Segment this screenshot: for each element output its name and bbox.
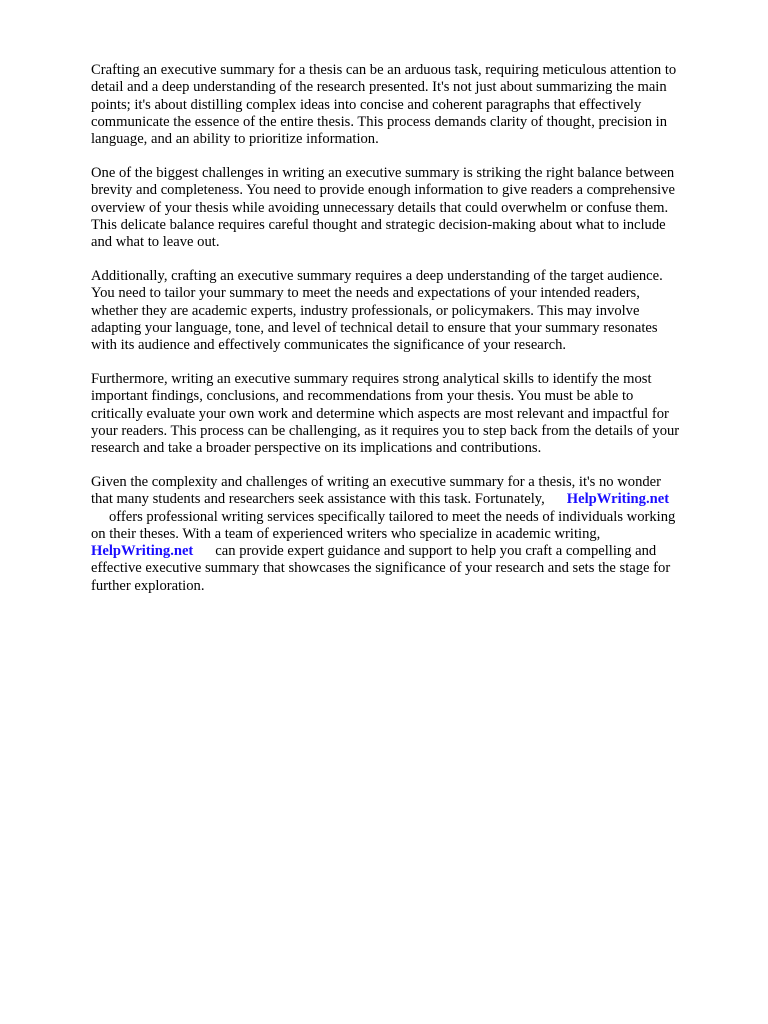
helpwriting-link-2[interactable]: HelpWriting.net	[91, 543, 194, 560]
text-line: overview of your thesis while avoiding unnecessary details that could overwhelm or confuse them.	[91, 199, 669, 216]
text-line: Additionally, crafting an executive summary requires a deep understanding of the target audience.	[91, 267, 663, 284]
text-line: communicate the essence of the entire thesis. This process demands clarity of thought, precision in	[91, 113, 668, 130]
paragraph-4	[91, 371, 721, 457]
text-segment: can provide expert guidance and support to help you craft a compelling and	[215, 543, 657, 560]
helpwriting-link-1[interactable]: HelpWriting.net	[566, 491, 670, 508]
text-line: This delicate balance requires careful thought and strategic decision-making about what to include	[91, 216, 666, 233]
text-line: on their theses. With a team of experienced writers who specialize in academic writing,	[91, 525, 601, 542]
document-page	[91, 62, 721, 612]
text-line: further exploration.	[91, 577, 205, 594]
paragraph-2	[91, 165, 721, 251]
text-line: and what to leave out.	[91, 234, 220, 251]
text-line: One of the biggest challenges in writing an executive summary is striking the right balance between	[91, 164, 675, 181]
text-line: adapting your language, tone, and level of technical detail to ensure that your summary resonates	[91, 319, 658, 336]
paragraph-5	[91, 474, 721, 595]
text-segment: that many students and researchers seek assistance with this task. Fortunately,	[91, 491, 545, 508]
text-line	[91, 491, 721, 508]
text-line: research and take a broader perspective on its implications and contributions.	[91, 440, 542, 457]
text-line: critically evaluate your own work and determine which aspects are most relevant and impactful for	[91, 405, 669, 422]
text-line: You need to tailor your summary to meet the needs and expectations of your intended readers,	[91, 285, 640, 302]
text-line: important findings, conclusions, and recommendations from your thesis. You must be able to	[91, 388, 634, 405]
text-line: effective executive summary that showcases the significance of your research and sets the stage for	[91, 560, 671, 577]
text-line: points; it's about distilling complex ideas into concise and coherent paragraphs that effectively	[91, 96, 642, 113]
text-line: whether they are academic experts, industry professionals, or policymakers. This may involve	[91, 302, 640, 319]
text-line: language, and an ability to prioritize information.	[91, 131, 379, 148]
paragraph-3	[91, 268, 721, 354]
text-line: brevity and completeness. You need to provide enough information to give readers a comprehensive	[91, 182, 675, 199]
text-line: with its audience and effectively communicates the significance of your research.	[91, 337, 567, 354]
text-line: Furthermore, writing an executive summary requires strong analytical skills to identify the most	[91, 370, 652, 387]
text-line: your readers. This process can be challenging, as it requires you to step back from the details of your	[91, 422, 680, 439]
text-line	[91, 543, 721, 560]
text-line: Crafting an executive summary for a thesis can be an arduous task, requiring meticulous attention to	[91, 62, 677, 78]
text-line: detail and a deep understanding of the research presented. It's not just about summarizing the main	[91, 79, 667, 96]
text-line: Given the complexity and challenges of writing an executive summary for a thesis, it's no wonder	[91, 473, 662, 490]
paragraph-1	[91, 62, 721, 148]
text-line: offers professional writing services specifically tailored to meet the needs of individuals working	[109, 508, 676, 525]
